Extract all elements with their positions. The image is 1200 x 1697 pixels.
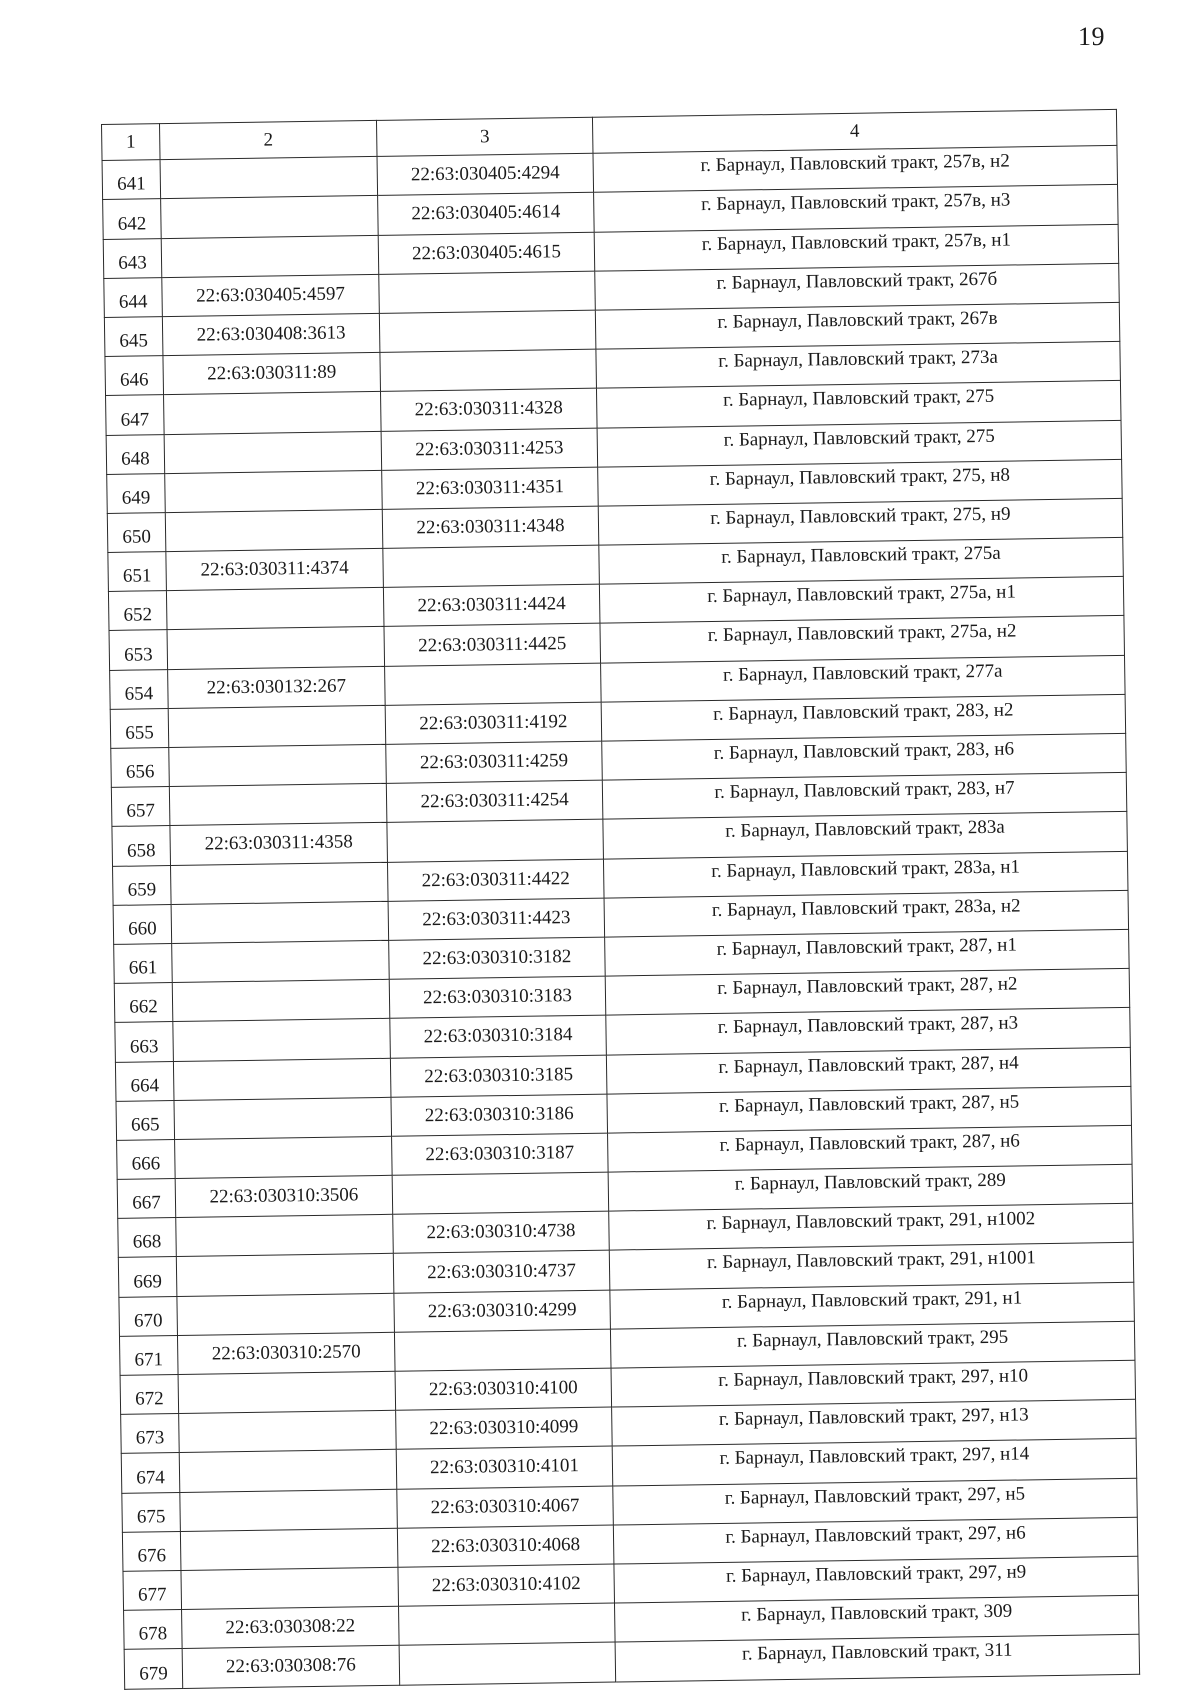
- land-cadastral-number-cell: 22:63:030310:2570: [177, 1332, 395, 1374]
- row-number-cell: 660: [113, 904, 172, 944]
- land-cadastral-number-cell: [176, 1254, 394, 1296]
- building-cadastral-number-cell: 22:63:030311:4192: [385, 702, 602, 744]
- building-cadastral-number-cell: [394, 1329, 611, 1371]
- address-cell: г. Барнаул, Павловский тракт, 287, н1: [605, 929, 1130, 976]
- row-number-cell: 642: [103, 199, 162, 239]
- land-cadastral-number-cell: [179, 1410, 397, 1452]
- row-number-cell: 667: [117, 1179, 176, 1219]
- row-number-cell: 668: [118, 1218, 177, 1258]
- building-cadastral-number-cell: 22:63:030311:4425: [384, 624, 601, 666]
- building-cadastral-number-cell: 22:63:030311:4351: [382, 467, 599, 509]
- land-cadastral-number-cell: [171, 901, 389, 943]
- building-cadastral-number-cell: 22:63:030310:4737: [393, 1251, 610, 1293]
- land-cadastral-number-cell: [175, 1136, 393, 1178]
- address-cell: г. Барнаул, Павловский тракт, 297, н13: [612, 1399, 1137, 1446]
- building-cadastral-number-cell: [379, 271, 596, 313]
- address-cell: г. Барнаул, Павловский тракт, 287, н4: [606, 1047, 1131, 1094]
- land-cadastral-number-cell: 22:63:030311:89: [163, 353, 381, 395]
- address-cell: г. Барнаул, Павловский тракт, 257в, н2: [593, 146, 1118, 193]
- column-header-4: 4: [592, 109, 1116, 153]
- row-number-cell: 679: [124, 1649, 183, 1689]
- land-cadastral-number-cell: [164, 392, 382, 434]
- building-cadastral-number-cell: [399, 1603, 616, 1645]
- land-cadastral-number-cell: [161, 235, 379, 277]
- address-cell: г. Барнаул, Павловский тракт, 283а, н2: [604, 890, 1129, 937]
- building-cadastral-number-cell: 22:63:030405:4294: [377, 153, 594, 195]
- document-sheet: [101, 109, 1139, 1689]
- land-cadastral-number-cell: 22:63:030310:3506: [175, 1175, 393, 1217]
- building-cadastral-number-cell: 22:63:030310:3187: [392, 1133, 609, 1175]
- land-cadastral-number-cell: [176, 1215, 394, 1257]
- row-number-cell: 648: [106, 434, 165, 474]
- address-cell: г. Барнаул, Павловский тракт, 257в, н3: [594, 185, 1119, 232]
- address-cell: г. Барнаул, Павловский тракт, 291, н1002: [609, 1204, 1134, 1251]
- row-number-cell: 649: [107, 473, 166, 513]
- row-number-cell: 666: [117, 1139, 176, 1179]
- address-cell: г. Барнаул, Павловский тракт, 295: [610, 1321, 1135, 1368]
- address-cell: г. Барнаул, Павловский тракт, 283, н2: [601, 694, 1126, 741]
- land-cadastral-number-cell: [164, 431, 382, 473]
- building-cadastral-number-cell: 22:63:030310:3184: [390, 1015, 607, 1057]
- land-cadastral-number-cell: [171, 862, 389, 904]
- building-cadastral-number-cell: 22:63:030310:3186: [391, 1094, 608, 1136]
- address-cell: г. Барнаул, Павловский тракт, 291, н1001: [609, 1243, 1134, 1290]
- building-cadastral-number-cell: 22:63:030310:3182: [389, 937, 606, 979]
- building-cadastral-number-cell: 22:63:030310:4738: [393, 1211, 610, 1253]
- land-cadastral-number-cell: [177, 1293, 395, 1335]
- building-cadastral-number-cell: [383, 545, 600, 587]
- land-cadastral-number-cell: 22:63:030132:267: [168, 666, 386, 708]
- row-number-cell: 659: [113, 865, 172, 905]
- building-cadastral-number-cell: 22:63:030405:4614: [378, 193, 595, 235]
- building-cadastral-number-cell: 22:63:030310:4101: [396, 1446, 613, 1488]
- building-cadastral-number-cell: 22:63:030310:4299: [394, 1290, 611, 1332]
- row-number-cell: 644: [104, 277, 163, 317]
- row-number-cell: 677: [123, 1570, 182, 1610]
- row-number-cell: 656: [111, 748, 170, 788]
- land-cadastral-number-cell: [180, 1489, 398, 1531]
- row-number-cell: 658: [112, 826, 171, 866]
- building-cadastral-number-cell: 22:63:030311:4422: [387, 859, 604, 901]
- row-number-cell: 673: [121, 1414, 180, 1454]
- row-number-cell: 661: [114, 943, 173, 983]
- building-cadastral-number-cell: [387, 820, 604, 862]
- land-cadastral-number-cell: [180, 1528, 398, 1570]
- row-number-cell: 647: [106, 395, 165, 435]
- land-cadastral-number-cell: 22:63:030405:4597: [162, 274, 380, 316]
- row-number-cell: 651: [108, 552, 167, 592]
- building-cadastral-number-cell: 22:63:030310:3185: [390, 1055, 607, 1097]
- column-header-3: 3: [376, 117, 593, 156]
- building-cadastral-number-cell: 22:63:030310:4067: [397, 1486, 614, 1528]
- row-number-cell: 641: [102, 160, 161, 200]
- address-cell: г. Барнаул, Павловский тракт, 275а, н2: [600, 616, 1125, 663]
- address-cell: г. Барнаул, Павловский тракт, 277а: [601, 655, 1126, 702]
- address-cell: г. Барнаул, Павловский тракт, 283, н6: [602, 733, 1127, 780]
- row-number-cell: 676: [122, 1531, 181, 1571]
- page-number: 19: [1078, 22, 1105, 51]
- row-number-cell: 674: [121, 1453, 180, 1493]
- land-cadastral-number-cell: [172, 979, 390, 1021]
- row-number-cell: 645: [104, 317, 163, 357]
- row-number-cell: 669: [118, 1257, 177, 1297]
- land-cadastral-number-cell: [165, 509, 383, 551]
- land-cadastral-number-cell: [172, 940, 390, 982]
- row-number-cell: 654: [110, 669, 169, 709]
- land-cadastral-number-cell: [181, 1567, 399, 1609]
- address-cell: г. Барнаул, Павловский тракт, 297, н10: [611, 1360, 1136, 1407]
- address-cell: г. Барнаул, Павловский тракт, 267б: [595, 263, 1120, 310]
- building-cadastral-number-cell: [379, 310, 596, 352]
- land-cadastral-number-cell: 22:63:030308:22: [182, 1606, 400, 1648]
- row-number-cell: 662: [114, 983, 173, 1023]
- address-cell: г. Барнаул, Павловский тракт, 273а: [596, 342, 1121, 389]
- building-cadastral-number-cell: 22:63:030311:4328: [381, 388, 598, 430]
- address-cell: г. Барнаул, Павловский тракт, 309: [614, 1595, 1139, 1642]
- land-cadastral-number-cell: [173, 1019, 391, 1061]
- address-cell: г. Барнаул, Павловский тракт, 297, н9: [614, 1556, 1139, 1603]
- address-cell: г. Барнаул, Павловский тракт, 289: [608, 1164, 1133, 1211]
- address-cell: г. Барнаул, Павловский тракт, 287, н5: [607, 1086, 1132, 1133]
- address-cell: г. Барнаул, Павловский тракт, 283а: [603, 812, 1128, 859]
- building-cadastral-number-cell: 22:63:030311:4423: [388, 898, 605, 940]
- address-cell: г. Барнаул, Павловский тракт, 287, н2: [605, 968, 1130, 1015]
- land-cadastral-number-cell: [160, 157, 378, 199]
- row-number-cell: 657: [111, 787, 170, 827]
- address-cell: г. Барнаул, Павловский тракт, 275: [597, 420, 1122, 467]
- building-cadastral-number-cell: 22:63:030311:4424: [383, 584, 600, 626]
- address-cell: г. Барнаул, Павловский тракт, 275а, н1: [599, 577, 1124, 624]
- land-cadastral-number-cell: [166, 588, 384, 630]
- land-cadastral-number-cell: 22:63:030311:4358: [170, 823, 388, 865]
- column-header-2: 2: [160, 120, 378, 159]
- table-body: [102, 146, 1140, 1689]
- land-cadastral-number-cell: [174, 1097, 392, 1139]
- address-cell: г. Барнаул, Павловский тракт, 297, н5: [613, 1478, 1138, 1525]
- building-cadastral-number-cell: 22:63:030405:4615: [378, 232, 595, 274]
- building-cadastral-number-cell: [385, 663, 602, 705]
- column-header-1: 1: [102, 124, 161, 161]
- row-number-cell: 670: [119, 1296, 178, 1336]
- address-cell: г. Барнаул, Павловский тракт, 297, н6: [613, 1517, 1138, 1564]
- address-cell: г. Барнаул, Павловский тракт, 311: [615, 1635, 1140, 1682]
- cadastral-table: [101, 109, 1140, 1689]
- row-number-cell: 671: [119, 1335, 178, 1375]
- row-number-cell: 643: [103, 238, 162, 278]
- address-cell: г. Барнаул, Павловский тракт, 257в, н1: [594, 224, 1119, 271]
- row-number-cell: 655: [110, 708, 169, 748]
- row-number-cell: 653: [109, 630, 168, 670]
- address-cell: г. Барнаул, Павловский тракт, 275а: [599, 537, 1124, 584]
- building-cadastral-number-cell: 22:63:030311:4348: [382, 506, 599, 548]
- building-cadastral-number-cell: 22:63:030310:4099: [396, 1407, 613, 1449]
- address-cell: г. Барнаул, Павловский тракт, 283, н7: [602, 773, 1127, 820]
- building-cadastral-number-cell: 22:63:030311:4254: [386, 780, 603, 822]
- address-cell: г. Барнаул, Павловский тракт, 275: [596, 381, 1121, 428]
- land-cadastral-number-cell: 22:63:030408:3613: [162, 313, 380, 355]
- building-cadastral-number-cell: [392, 1172, 609, 1214]
- row-number-cell: 652: [108, 591, 167, 631]
- land-cadastral-number-cell: [173, 1058, 391, 1100]
- row-number-cell: 664: [115, 1061, 174, 1101]
- building-cadastral-number-cell: 22:63:030310:4102: [398, 1564, 615, 1606]
- address-cell: г. Барнаул, Павловский тракт, 291, н1: [610, 1282, 1135, 1329]
- land-cadastral-number-cell: [179, 1450, 397, 1492]
- row-number-cell: 663: [115, 1022, 174, 1062]
- land-cadastral-number-cell: [169, 784, 387, 826]
- address-cell: г. Барнаул, Павловский тракт, 275, н9: [598, 498, 1123, 545]
- row-number-cell: 672: [120, 1374, 179, 1414]
- building-cadastral-number-cell: 22:63:030310:4100: [395, 1368, 612, 1410]
- land-cadastral-number-cell: 22:63:030308:76: [182, 1646, 400, 1688]
- land-cadastral-number-cell: [165, 470, 383, 512]
- land-cadastral-number-cell: [168, 705, 386, 747]
- building-cadastral-number-cell: [380, 349, 597, 391]
- land-cadastral-number-cell: [161, 196, 379, 238]
- address-cell: г. Барнаул, Павловский тракт, 267в: [595, 302, 1120, 349]
- row-number-cell: 678: [124, 1610, 183, 1650]
- row-number-cell: 650: [107, 512, 166, 552]
- row-number-cell: 646: [105, 356, 164, 396]
- land-cadastral-number-cell: [167, 627, 385, 669]
- building-cadastral-number-cell: [399, 1642, 616, 1684]
- building-cadastral-number-cell: 22:63:030311:4259: [386, 741, 603, 783]
- land-cadastral-number-cell: 22:63:030311:4374: [166, 548, 384, 590]
- land-cadastral-number-cell: [178, 1371, 396, 1413]
- address-cell: г. Барнаул, Павловский тракт, 287, н3: [606, 1008, 1131, 1055]
- row-number-cell: 665: [116, 1100, 175, 1140]
- address-cell: г. Барнаул, Павловский тракт, 297, н14: [612, 1439, 1137, 1486]
- building-cadastral-number-cell: 22:63:030310:4068: [397, 1525, 614, 1567]
- building-cadastral-number-cell: 22:63:030310:3183: [389, 976, 606, 1018]
- address-cell: г. Барнаул, Павловский тракт, 275, н8: [598, 459, 1123, 506]
- land-cadastral-number-cell: [169, 744, 387, 786]
- address-cell: г. Барнаул, Павловский тракт, 287, н6: [608, 1125, 1133, 1172]
- building-cadastral-number-cell: 22:63:030311:4253: [381, 428, 598, 470]
- row-number-cell: 675: [122, 1492, 181, 1532]
- address-cell: г. Барнаул, Павловский тракт, 283а, н1: [603, 851, 1128, 898]
